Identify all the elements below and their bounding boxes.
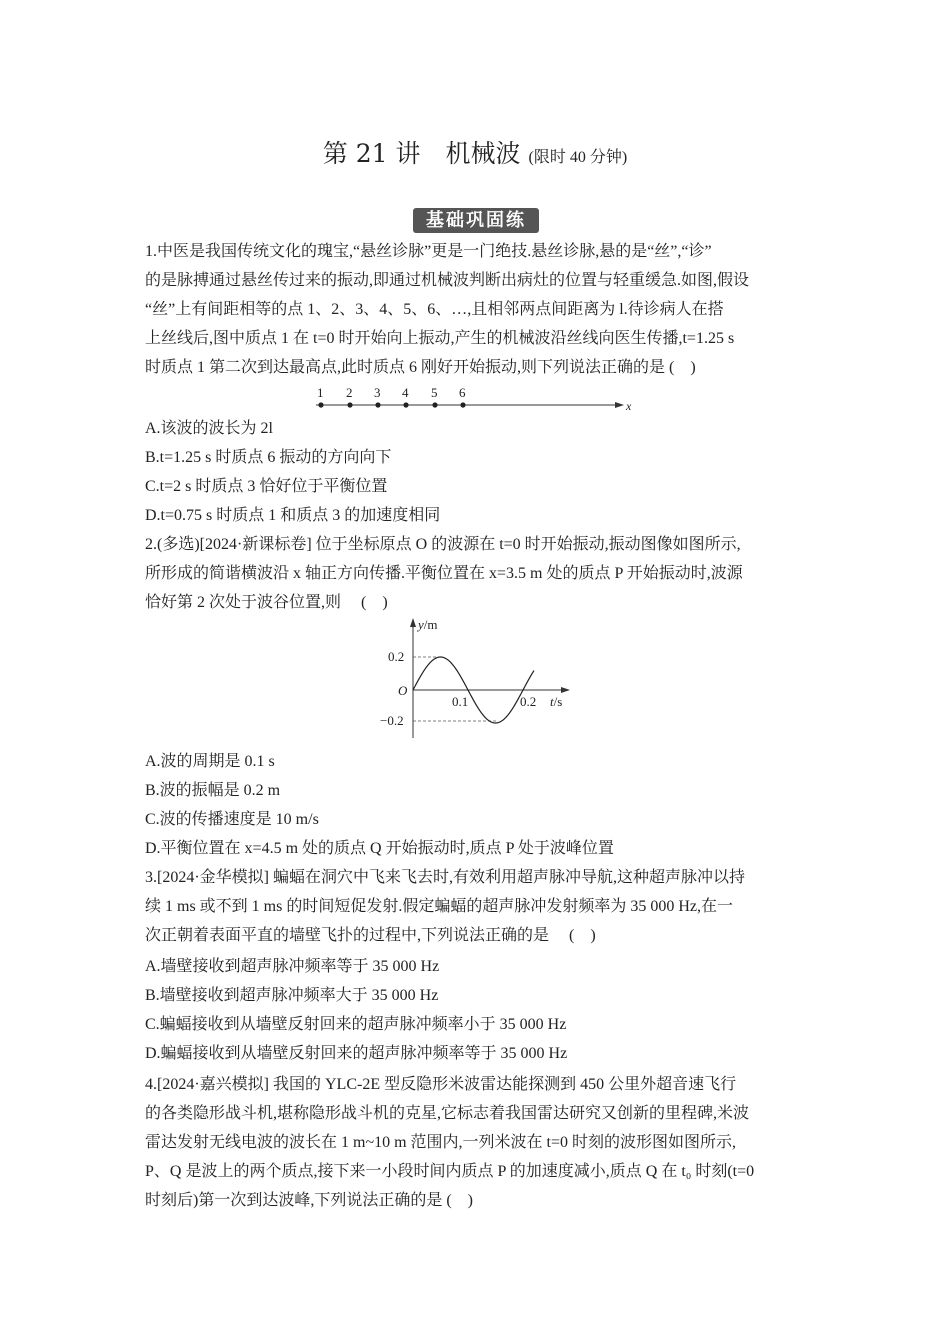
q3-option-b: B.墙壁接收到超声脉冲频率大于 35 000 Hz: [145, 987, 439, 1004]
q2-option-d: D.平衡位置在 x=4.5 m 处的质点 Q 开始振动时,质点 P 处于波峰位置: [145, 840, 614, 857]
q1-option-c: C.t=2 s 时质点 3 恰好位于平衡位置: [145, 478, 388, 495]
x-axis-arrow: [615, 402, 624, 408]
q4-line: 4.[2024·嘉兴模拟] 我国的 YLC-2E 型反隐形米波雷达能探测到 450 公里外超音速飞行: [145, 1076, 737, 1093]
q2-line: 所形成的简谐横波沿 x 轴正方向传播.平衡位置在 x=3.5 m 处的质点 P 开始振动时,波源: [145, 565, 743, 582]
q4-line: P、Q 是波上的两个质点,接下来一小段时间内质点 P 的加速度减小,质点 Q 在 t₀ 时刻(t=0: [145, 1163, 755, 1180]
q1-line: 上丝线后,图中质点 1 在 t=0 时开始向上振动,产生的机械波沿丝线向医生传播,t=1.25 s: [145, 330, 735, 347]
q2-option-c: C.波的传播速度是 10 m/s: [145, 811, 319, 828]
q3-line: 3.[2024·金华模拟] 蝙蝠在洞穴中飞来飞去时,有效利用超声脉冲导航,这种超声脉冲以持: [145, 869, 745, 886]
y-axis-label: y/m: [418, 617, 438, 632]
x-axis-label: t/s: [550, 694, 563, 709]
q2-line: 恰好第 2 次处于波谷位置,则 ( ): [145, 594, 388, 611]
q1-option-d: D.t=0.75 s 时质点 1 和质点 3 的加速度相同: [145, 507, 441, 524]
point-label: 2: [346, 385, 353, 400]
point-marker: [403, 402, 408, 407]
y-tick-label: 0.2: [388, 649, 405, 664]
origin-label: O: [398, 683, 408, 698]
q1-option-a: A.该波的波长为 2l: [145, 420, 274, 437]
q1-option-b: B.t=1.25 s 时质点 6 振动的方向向下: [145, 449, 392, 466]
x-tick-label: 0.1: [452, 694, 469, 709]
point-label: 3: [374, 385, 381, 400]
q2-option-a: A.波的周期是 0.1 s: [145, 753, 275, 770]
point-marker: [432, 402, 437, 407]
q3-line: 续 1 ms 或不到 1 ms 的时间短促发射.假定蝙蝠的超声脉冲发射频率为 35 000 Hz,在一: [145, 898, 734, 915]
lesson-title: 第 21 讲 机械波: [322, 139, 521, 168]
q3-option-d: D.蝙蝠接收到从墙壁反射回来的超声脉冲频率等于 35 000 Hz: [145, 1045, 568, 1062]
y-tick-label: −0.2: [380, 713, 404, 728]
q4-line: 雷达发射无线电波的波长在 1 m~10 m 范围内,一列米波在 t=0 时刻的波形图如图所示,: [145, 1134, 737, 1151]
point-label: 5: [431, 385, 438, 400]
q3-line: 次正朝着表面平直的墙壁飞扑的过程中,下列说法正确的是 ( ): [145, 927, 596, 944]
point-label: 6: [459, 385, 466, 400]
x-axis-arrow: [561, 687, 570, 693]
point-label: 4: [402, 385, 409, 400]
vibration-graph: [370, 614, 590, 744]
q3-option-c: C.蝙蝠接收到从墙壁反射回来的超声脉冲频率小于 35 000 Hz: [145, 1016, 567, 1033]
q1-line: 的是脉搏通过悬丝传过来的振动,即通过机械波判断出病灶的位置与轻重缓急.如图,假设: [145, 272, 750, 289]
x-axis-label: x: [626, 399, 632, 412]
q2-option-b: B.波的振幅是 0.2 m: [145, 782, 281, 799]
q3-option-a: A.墙壁接收到超声脉冲频率等于 35 000 Hz: [145, 958, 440, 975]
section-banner: 基础巩固练: [413, 208, 539, 233]
point-marker: [318, 402, 323, 407]
x-tick-label: 0.2: [520, 694, 537, 709]
point-label: 1: [317, 385, 324, 400]
q1-line: 时质点 1 第二次到达最高点,此时质点 6 刚好开始振动,则下列说法正确的是 ( ): [145, 359, 696, 376]
q2-line: 2.(多选)[2024·新课标卷] 位于坐标原点 O 的波源在 t=0 时开始振动,振动图像如图所示,: [145, 536, 741, 553]
time-limit: (限时 40 分钟): [528, 149, 628, 166]
point-marker: [375, 402, 380, 407]
q1-line: 1.中医是我国传统文化的瑰宝,“悬丝诊脉”更是一门绝技.悬丝诊脉,悬的是“丝”,“诊”: [145, 243, 712, 260]
q1-line: “丝”上有间距相等的点 1、2、3、4、5、6、…,且相邻两点间距离为 l.待诊病人在搭: [145, 301, 724, 318]
string-points-figure: [310, 382, 640, 412]
point-marker: [347, 402, 352, 407]
point-marker: [460, 402, 465, 407]
y-axis-arrow: [410, 618, 416, 627]
q4-line: 时刻后)第一次到达波峰,下列说法正确的是 ( ): [145, 1192, 473, 1209]
page-title: [0, 134, 950, 170]
q4-line: 的各类隐形战斗机,堪称隐形战斗机的克星,它标志着我国雷达研究又创新的里程碑,米波: [145, 1105, 750, 1122]
